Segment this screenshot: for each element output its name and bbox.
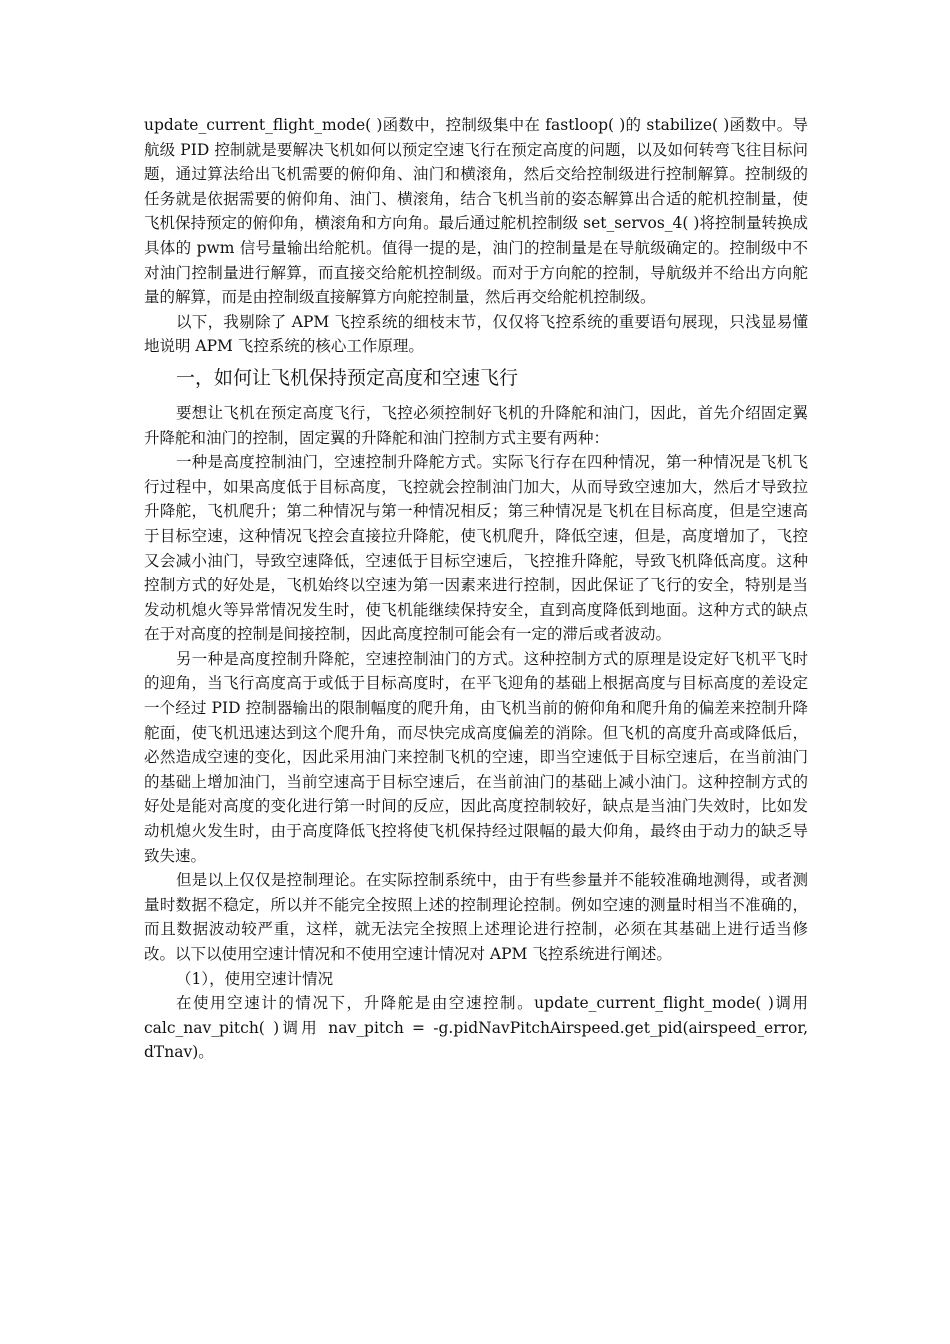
paragraph-method-one: 一种是高度控制油门，空速控制升降舵方式。实际飞行存在四种情况，第一种情况是飞机飞行过程中，如果高度低于目标高度，飞控就会控制油门加大，从而导致空速加大，然后才导致拉升降舵，飞机爬升；第二种情况与第一种情况相反；第三种情况是飞机在目标高度，但是空速高于目标空速，这种情况飞控会直接拉升降舵，使飞机爬升，降低空速，但是，高度增加了，飞控又会减小油门，导致空速降低，空速低于目标空速后，飞控推升降舵，导致飞机降低高度。这种控制方式的好处是，飞机始终以空速为第一因素来进行控制，因此保证了飞行的安全，特别是当发动机熄火等异常情况发生时，使飞机能继续保持安全，直到高度降低到地面。这种方式的缺点在于对高度的控制是间接控制，因此高度控制可能会有一定的滞后或者波动。 [144,453,808,644]
section-heading: 一，如何让飞机保持预定高度和空速飞行 [176,366,519,389]
paragraph-method-two: 另一种是高度控制升降舵，空速控制油门的方式。这种控制方式的原理是设定好飞机平飞时的迎角，当飞行高度高于或低于目标高度时，在平飞迎角的基础上根据高度与目标高度的差设定一个经过 PID 控制器输出的限制幅度的爬升角，由飞机当前的俯仰角和爬升角的偏差来控制升降舵面，使飞机迅速达到这个爬升角，而尽快完成高度偏差的消除。但飞机的高度升高或降低后，必然造成空速的变化，因此采用油门来控制飞机的空速，即当空速低于目标空速后，在当前油门的基础上增加油门，当前空速高于目标空速后，在当前油门的基础上减小油门。这种控制方式的好处是能对高度的变化进行第一时间的反应，因此高度控制较好，缺点是当油门失效时，比如发动机熄火发生时，由于高度降低飞控将使飞机保持经过限幅的最大仰角，最终由于动力的缺乏导致失速。 [144,649,808,865]
document-page [144,113,808,1065]
paragraph-intro: 以下，我剔除了 APM 飞控系统的细枝末节，仅仅将飞控系统的重要语句展现，只浅显易懂地说明 APM 飞控系统的核心工作原理。 [144,312,808,356]
subsection-heading: （1），使用空速计情况 [176,969,334,988]
paragraph-elevator-throttle: 要想让飞机在预定高度飞行，飞控必须控制好飞机的升降舵和油门，因此，首先介绍固定翼升降舵和油门的控制，固定翼的升降舵和油门控制方式主要有两种： [144,403,808,447]
paragraph-practice: 但是以上仅仅是控制理论。在实际控制系统中，由于有些参量并不能较准确地测得，或者测量时数据不稳定，所以并不能完全按照上述的控制理论控制。例如空速的测量时相当不准确的，而且数据波动较严重，这样，就无法完全按照上述理论进行控制，必须在其基础上进行适当修改。以下以使用空速计情况和不使用空速计情况对 APM 飞控系统进行阐述。 [144,871,808,963]
paragraph-control-levels: update_current_flight_mode( )函数中，控制级集中在 fastloop( )的 stabilize( )函数中。导航级 PID 控制就是要解决飞机如何以预定空速飞行在预定高度的问题，以及如何转弯飞往目标问题，通过算法给出飞机需要的俯仰角、油门和横滚角，然后交给控制级进行控制解算。控制级的任务就是依据需要的俯仰角、油门、横滚角，结合飞机当前的姿态解算出合适的舵机控制量，使飞机保持预定的俯仰角，横滚角和方向角。最后通过舵机控制级 set_servos_4( )将控制量转换成具体的 pwm 信号量输出给舵机。值得一提的是，油门的控制量是在导航级确定的。控制级中不对油门控制量进行解算，而直接交给舵机控制级。而对于方向舵的控制，导航级并不给出方向舵量的解算，而是由控制级直接解算方向舵控制量，然后再交给舵机控制级。 [144,116,808,307]
paragraph-airspeed-sensor: 在使用空速计的情况下，升降舵是由空速控制。update_current_flight_mode( )调用 calc_nav_pitch( )调用 nav_pitch = -g.pidNavPitchAirspeed.get_pid(airspeed_error, dTnav)。 [144,994,808,1062]
